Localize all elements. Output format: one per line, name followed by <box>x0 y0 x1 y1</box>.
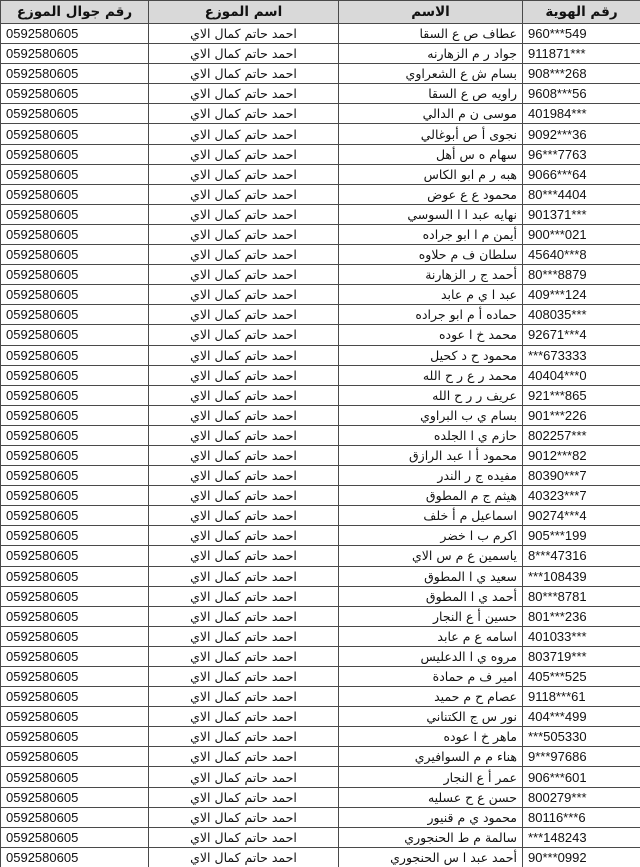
name-cell: محمود ي م قنيور <box>339 807 523 827</box>
id-number-cell: 9092***36 <box>523 124 640 144</box>
distributor-phone-cell: 0592580605 <box>1 526 149 546</box>
table-row <box>1 566 640 586</box>
table-row <box>1 847 640 867</box>
distributor-name-cell: احمد حاتم كمال الاي <box>149 204 339 224</box>
table-row <box>1 767 640 787</box>
name-cell: هيثم ج م المطوق <box>339 486 523 506</box>
table-row <box>1 667 640 687</box>
distributor-phone-cell: 0592580605 <box>1 224 149 244</box>
id-number-cell: 80***8781 <box>523 586 640 606</box>
id-number-cell: 409***124 <box>523 285 640 305</box>
distributor-name-cell: احمد حاتم كمال الاي <box>149 345 339 365</box>
distributor-phone-cell: 0592580605 <box>1 245 149 265</box>
distributor-phone-cell: 0592580605 <box>1 767 149 787</box>
name-cell: عطاف ص ع السقا <box>339 24 523 44</box>
id-number-cell: 45640***8 <box>523 245 640 265</box>
distributor-name-cell: احمد حاتم كمال الاي <box>149 425 339 445</box>
distributor-name-cell: احمد حاتم كمال الاي <box>149 586 339 606</box>
id-number-cell: 401033*** <box>523 626 640 646</box>
name-cell: جواد ر م الزهارنه <box>339 44 523 64</box>
id-number-cell: 901***226 <box>523 405 640 425</box>
distributor-name-cell: احمد حاتم كمال الاي <box>149 566 339 586</box>
id-number-cell: 9***97686 <box>523 747 640 767</box>
distributor-phone-cell: 0592580605 <box>1 606 149 626</box>
distributor-phone-cell: 0592580605 <box>1 204 149 224</box>
table-row <box>1 365 640 385</box>
distributor-phone-cell: 0592580605 <box>1 466 149 486</box>
name-cell: أيمن م ا ابو جراده <box>339 224 523 244</box>
distributor-phone-cell: 0592580605 <box>1 727 149 747</box>
table-row <box>1 606 640 626</box>
header-row <box>1 1 640 24</box>
name-cell: اسامه ع م عابد <box>339 626 523 646</box>
name-cell: محمود ح د كحيل <box>339 345 523 365</box>
distributor-phone-cell: 0592580605 <box>1 506 149 526</box>
id-number-cell: 404***499 <box>523 707 640 727</box>
table-row <box>1 526 640 546</box>
distributor-phone-cell: 0592580605 <box>1 104 149 124</box>
id-number-cell: ***673333 <box>523 345 640 365</box>
distributor-phone-cell: 0592580605 <box>1 184 149 204</box>
distributor-name-cell: احمد حاتم كمال الاي <box>149 44 339 64</box>
distributor-name-cell: احمد حاتم كمال الاي <box>149 807 339 827</box>
table-row <box>1 405 640 425</box>
distributor-phone-cell: 0592580605 <box>1 164 149 184</box>
table-row <box>1 646 640 666</box>
distributor-phone-cell: 0592580605 <box>1 807 149 827</box>
name-cell: محمود ع ع عوض <box>339 184 523 204</box>
table-row <box>1 285 640 305</box>
name-cell: موسى ن م الدالي <box>339 104 523 124</box>
id-number-cell: 80116***6 <box>523 807 640 827</box>
distributor-phone-cell: 0592580605 <box>1 847 149 867</box>
distributor-name-cell: احمد حاتم كمال الاي <box>149 104 339 124</box>
distributor-phone-cell: 0592580605 <box>1 747 149 767</box>
table-row <box>1 184 640 204</box>
id-number-cell: 9608***56 <box>523 84 640 104</box>
table-body <box>1 24 640 867</box>
distributor-name-cell: احمد حاتم كمال الاي <box>149 285 339 305</box>
distributor-name-cell: احمد حاتم كمال الاي <box>149 245 339 265</box>
id-number-cell: 90274***4 <box>523 506 640 526</box>
name-cell: سلطان ف م حلاوه <box>339 245 523 265</box>
distributor-name-cell: احمد حاتم كمال الاي <box>149 224 339 244</box>
id-number-cell: 9012***82 <box>523 445 640 465</box>
distributor-name-cell: احمد حاتم كمال الاي <box>149 405 339 425</box>
table-row <box>1 687 640 707</box>
id-number-cell: 80390***7 <box>523 466 640 486</box>
header-name: الاسم <box>339 1 523 24</box>
name-cell: عصام ح م حميد <box>339 687 523 707</box>
header-id-number: رقم الهوية <box>523 1 640 24</box>
name-cell: أحمد ي ا المطوق <box>339 586 523 606</box>
distributor-phone-cell: 0592580605 <box>1 405 149 425</box>
distributor-name-cell: احمد حاتم كمال الاي <box>149 646 339 666</box>
id-number-cell: ***108439 <box>523 566 640 586</box>
distributor-phone-cell: 0592580605 <box>1 305 149 325</box>
name-cell: نهايه عبد ا ا السوسي <box>339 204 523 224</box>
name-cell: سعيد ي ا المطوق <box>339 566 523 586</box>
id-number-cell: 8***47316 <box>523 546 640 566</box>
distributor-phone-cell: 0592580605 <box>1 586 149 606</box>
id-number-cell: 40323***7 <box>523 486 640 506</box>
id-number-cell: 9118***61 <box>523 687 640 707</box>
table-row <box>1 586 640 606</box>
table-row <box>1 144 640 164</box>
name-cell: سهام ه س أهل <box>339 144 523 164</box>
table-row <box>1 807 640 827</box>
id-number-cell: 801***236 <box>523 606 640 626</box>
distributor-phone-cell: 0592580605 <box>1 144 149 164</box>
distributor-phone-cell: 0592580605 <box>1 687 149 707</box>
id-number-cell: 408035*** <box>523 305 640 325</box>
name-cell: محمد ر ع ر ح الله <box>339 365 523 385</box>
id-number-cell: 9066***64 <box>523 164 640 184</box>
distributor-name-cell: احمد حاتم كمال الاي <box>149 827 339 847</box>
distributor-name-cell: احمد حاتم كمال الاي <box>149 265 339 285</box>
distributor-name-cell: احمد حاتم كمال الاي <box>149 727 339 747</box>
distributor-phone-cell: 0592580605 <box>1 667 149 687</box>
id-number-cell: 960***549 <box>523 24 640 44</box>
distributor-name-cell: احمد حاتم كمال الاي <box>149 466 339 486</box>
table-row <box>1 506 640 526</box>
table-row <box>1 325 640 345</box>
table-row <box>1 486 640 506</box>
id-number-cell: ***505330 <box>523 727 640 747</box>
distributor-name-cell: احمد حاتم كمال الاي <box>149 325 339 345</box>
table-row <box>1 727 640 747</box>
id-number-cell: 908***268 <box>523 64 640 84</box>
id-number-cell: ***148243 <box>523 827 640 847</box>
distributor-name-cell: احمد حاتم كمال الاي <box>149 365 339 385</box>
table-row <box>1 626 640 646</box>
distributor-phone-cell: 0592580605 <box>1 445 149 465</box>
distributor-name-cell: احمد حاتم كمال الاي <box>149 687 339 707</box>
id-number-cell: 80***4404 <box>523 184 640 204</box>
name-cell: ياسمين ع م س الاي <box>339 546 523 566</box>
distributor-name-cell: احمد حاتم كمال الاي <box>149 385 339 405</box>
header-distributor-name: اسم الموزع <box>149 1 339 24</box>
name-cell: ماهر خ ا عوده <box>339 727 523 747</box>
id-number-cell: 80***8879 <box>523 265 640 285</box>
table-row <box>1 204 640 224</box>
distributor-name-cell: احمد حاتم كمال الاي <box>149 305 339 325</box>
distributor-phone-cell: 0592580605 <box>1 827 149 847</box>
name-cell: بسام ش ع الشعراوي <box>339 64 523 84</box>
name-cell: امير ف م حمادة <box>339 667 523 687</box>
distributor-name-cell: احمد حاتم كمال الاي <box>149 24 339 44</box>
distributor-phone-cell: 0592580605 <box>1 425 149 445</box>
name-cell: عريف ر ر ح الله <box>339 385 523 405</box>
name-cell: محمود أ ا عبد الرازق <box>339 445 523 465</box>
distributor-phone-cell: 0592580605 <box>1 486 149 506</box>
distributor-name-cell: احمد حاتم كمال الاي <box>149 707 339 727</box>
distributor-name-cell: احمد حاتم كمال الاي <box>149 667 339 687</box>
distributor-phone-cell: 0592580605 <box>1 707 149 727</box>
distributor-phone-cell: 0592580605 <box>1 265 149 285</box>
table-row <box>1 707 640 727</box>
distributor-phone-cell: 0592580605 <box>1 626 149 646</box>
id-number-cell: 905***199 <box>523 526 640 546</box>
name-cell: محمد خ ا عوده <box>339 325 523 345</box>
distributor-phone-cell: 0592580605 <box>1 64 149 84</box>
name-cell: أحمد ج ر الزهارنة <box>339 265 523 285</box>
table-row <box>1 24 640 44</box>
distributor-name-cell: احمد حاتم كمال الاي <box>149 546 339 566</box>
id-number-cell: 921***865 <box>523 385 640 405</box>
distributor-phone-cell: 0592580605 <box>1 285 149 305</box>
distributor-name-cell: احمد حاتم كمال الاي <box>149 84 339 104</box>
header-distributor-phone: رقم جوال الموزع <box>1 1 149 24</box>
distributor-name-cell: احمد حاتم كمال الاي <box>149 747 339 767</box>
distributor-name-cell: احمد حاتم كمال الاي <box>149 144 339 164</box>
distributor-phone-cell: 0592580605 <box>1 546 149 566</box>
name-cell: حازم ي ا الجلده <box>339 425 523 445</box>
name-cell: أحمد عبد ا س الحنجوري <box>339 847 523 867</box>
table-row <box>1 445 640 465</box>
table-row <box>1 385 640 405</box>
name-cell: حماده أ م ابو جراده <box>339 305 523 325</box>
distributor-name-cell: احمد حاتم كمال الاي <box>149 64 339 84</box>
table-row <box>1 425 640 445</box>
id-number-cell: 405***525 <box>523 667 640 687</box>
id-number-cell: 906***601 <box>523 767 640 787</box>
name-cell: عبد ا ي م عابد <box>339 285 523 305</box>
table-row <box>1 466 640 486</box>
table-row <box>1 345 640 365</box>
id-number-cell: 803719*** <box>523 646 640 666</box>
distributor-phone-cell: 0592580605 <box>1 84 149 104</box>
distributor-phone-cell: 0592580605 <box>1 646 149 666</box>
table-row <box>1 104 640 124</box>
distributor-name-cell: احمد حاتم كمال الاي <box>149 767 339 787</box>
distributor-name-cell: احمد حاتم كمال الاي <box>149 506 339 526</box>
table-row <box>1 164 640 184</box>
name-cell: نجوى أ ص أبوغالي <box>339 124 523 144</box>
distributor-name-cell: احمد حاتم كمال الاي <box>149 526 339 546</box>
name-cell: مفيده ج ر الندر <box>339 466 523 486</box>
distributor-name-cell: احمد حاتم كمال الاي <box>149 847 339 867</box>
table-row <box>1 747 640 767</box>
distributor-phone-cell: 0592580605 <box>1 787 149 807</box>
id-number-cell: 802257*** <box>523 425 640 445</box>
distributor-name-cell: احمد حاتم كمال الاي <box>149 184 339 204</box>
distributor-phone-cell: 0592580605 <box>1 345 149 365</box>
table-row <box>1 265 640 285</box>
name-cell: مروه ي ا الدعليس <box>339 646 523 666</box>
distributor-name-cell: احمد حاتم كمال الاي <box>149 626 339 646</box>
table-row <box>1 124 640 144</box>
table-row <box>1 245 640 265</box>
distributor-name-cell: احمد حاتم كمال الاي <box>149 445 339 465</box>
name-cell: اسماعيل م أ خلف <box>339 506 523 526</box>
name-cell: نور س ج الكتناني <box>339 707 523 727</box>
name-cell: اكرم ب ا خضر <box>339 526 523 546</box>
name-cell: عمر أ ع النجار <box>339 767 523 787</box>
name-cell: راويه ص ع السقا <box>339 84 523 104</box>
distributor-phone-cell: 0592580605 <box>1 365 149 385</box>
name-cell: حسين أ ع النجار <box>339 606 523 626</box>
id-number-cell: 800279*** <box>523 787 640 807</box>
name-cell: سالمة م ط الحنجوري <box>339 827 523 847</box>
id-number-cell: 901371*** <box>523 204 640 224</box>
table-row <box>1 305 640 325</box>
table-header <box>1 1 640 24</box>
distributor-name-cell: احمد حاتم كمال الاي <box>149 606 339 626</box>
id-number-cell: 96***7763 <box>523 144 640 164</box>
distributor-phone-cell: 0592580605 <box>1 124 149 144</box>
name-cell: هبه ر م ابو الكاس <box>339 164 523 184</box>
distributor-phone-cell: 0592580605 <box>1 566 149 586</box>
name-cell: حسن ع ح عسليه <box>339 787 523 807</box>
distributor-phone-cell: 0592580605 <box>1 325 149 345</box>
id-number-cell: 911871*** <box>523 44 640 64</box>
table-row <box>1 827 640 847</box>
table-row <box>1 787 640 807</box>
table-row <box>1 84 640 104</box>
table-row <box>1 44 640 64</box>
distributor-name-cell: احمد حاتم كمال الاي <box>149 486 339 506</box>
distributor-phone-cell: 0592580605 <box>1 385 149 405</box>
id-number-cell: 401984*** <box>523 104 640 124</box>
id-number-cell: 40404***0 <box>523 365 640 385</box>
name-cell: هناء م م السوافيري <box>339 747 523 767</box>
table-row <box>1 224 640 244</box>
table-row <box>1 546 640 566</box>
distributor-phone-cell: 0592580605 <box>1 24 149 44</box>
table-row <box>1 64 640 84</box>
distributor-name-cell: احمد حاتم كمال الاي <box>149 787 339 807</box>
distributor-phone-cell: 0592580605 <box>1 44 149 64</box>
name-cell: بسام ي ب البراوي <box>339 405 523 425</box>
distributor-name-cell: احمد حاتم كمال الاي <box>149 124 339 144</box>
id-number-cell: 90***0992 <box>523 847 640 867</box>
id-number-cell: 92671***4 <box>523 325 640 345</box>
distributor-name-cell: احمد حاتم كمال الاي <box>149 164 339 184</box>
id-number-cell: 900***021 <box>523 224 640 244</box>
